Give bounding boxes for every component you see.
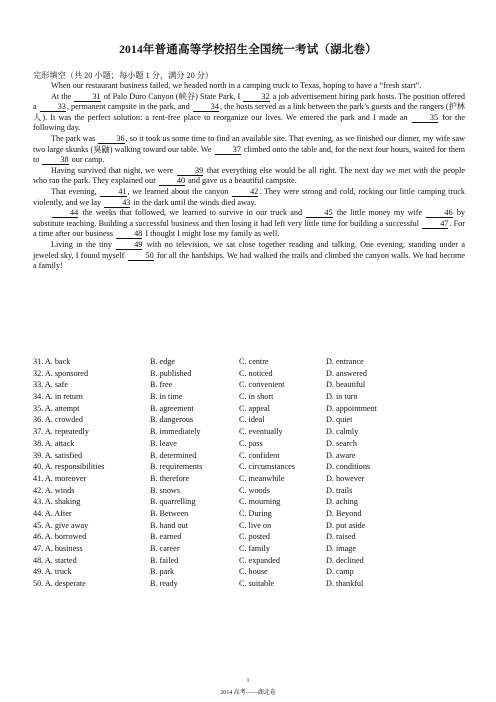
blank-number: 48 (116, 229, 142, 239)
option-row (33, 356, 473, 368)
blank-number: 43 (104, 198, 130, 208)
option-choice: C. live on (239, 520, 272, 530)
option-row (33, 485, 473, 497)
option-choice: B. Between (150, 508, 189, 518)
option-row (33, 520, 473, 532)
option-row (33, 426, 473, 438)
passage-text: , so it took us some time to find an available site. That evening, as we finished our dinner, my wife saw two large skunks (臭鼬) walking toward our table. We (33, 133, 465, 154)
option-choice: C. mourning (239, 497, 281, 507)
option-choice: D. declined (326, 555, 364, 565)
option-choice: 44. A. After (33, 508, 72, 518)
option-choice: B. therefore (150, 473, 190, 483)
blank-number: 31 (74, 92, 100, 102)
option-choice: 47. A. business (33, 544, 83, 553)
option-choice: C. convenient (239, 380, 285, 390)
option-choice: B. published (150, 368, 192, 378)
option-choice: B. free (150, 380, 173, 390)
option-choice: C. in short (239, 392, 274, 402)
blank-number: 34 (193, 102, 219, 112)
passage-paragraph (33, 92, 465, 134)
option-choice: B. hand out (150, 520, 188, 530)
option-choice: 45. A. give away (33, 520, 89, 530)
blank-number: 39 (177, 166, 203, 176)
option-choice: 48. A. started (33, 555, 77, 565)
option-choice: D. put aside (326, 520, 366, 530)
option-choice: B. in time (150, 392, 183, 402)
option-choice: B. agreement (150, 403, 194, 413)
blank-number: 45 (306, 208, 332, 218)
passage-text: , we learned about the canyon (127, 186, 232, 196)
option-choice: C. house (239, 567, 268, 577)
option-choice: D. answered (326, 368, 367, 378)
passage-paragraph (33, 81, 465, 92)
option-choice: C. confident (239, 450, 280, 460)
passage-text: that everything else would be all right. The next day we met with the people who ran the park. They explained our (33, 165, 465, 186)
passage-text: That evening, (51, 186, 100, 196)
blank-number: 36 (98, 134, 124, 144)
option-row (33, 438, 473, 450)
passage-text: in the dark until the winds died away. (131, 197, 257, 207)
passage-text: by substitute teaching. Building a successful business and then losing it had left very little time for building a successful (33, 208, 465, 228)
blank-number: 49 (116, 240, 142, 250)
passage-text: Having survived that night, we were (51, 165, 176, 175)
passage-text: for all the hardships. We had walked the trails and climbed the canyon walls. We had become a family! (33, 250, 465, 271)
option-choice: B. dangerous (150, 415, 194, 425)
option-row (33, 379, 473, 391)
option-row (33, 578, 473, 590)
option-row (33, 461, 473, 473)
passage-paragraph (33, 240, 465, 272)
option-choice: 37. A. repeatedly (33, 427, 89, 437)
passage-text: When our restaurant business failed, we headed north in a camping truck to Texas, hoping to have a “fresh start”. (51, 81, 422, 90)
blank-number: 32 (243, 92, 269, 102)
option-row (33, 496, 473, 508)
option-choice: C. posted (239, 532, 270, 542)
option-choice: 34. A. in return (33, 392, 83, 402)
passage-text: At the (51, 91, 74, 101)
option-choice: B. requirements (150, 462, 203, 472)
option-choice: D. entrance (326, 357, 364, 366)
passage-text: and gave us a beautiful campsite. (186, 176, 297, 186)
option-choice: D. quiet (326, 415, 353, 425)
option-choice: 35. A. attempt (33, 403, 80, 413)
option-choice: B. determined (150, 450, 197, 460)
option-choice: B. leave (150, 438, 177, 448)
option-choice: 46. A. borrowed (33, 532, 87, 542)
answer-options-table (33, 356, 473, 590)
option-choice: C. pass (239, 438, 263, 448)
option-choice: 32. A. sponsored (33, 368, 89, 378)
passage-text: . They were strong and cold, rocking our little camping truck violently, and we lay (33, 186, 466, 207)
option-choice: B. park (150, 567, 175, 577)
passage-text: climbed onto the table and, for the next four hours, waited for them to (33, 144, 465, 165)
option-choice: D. trails (326, 485, 353, 495)
passage-text: our camp. (69, 155, 105, 165)
option-row (33, 450, 473, 462)
option-choice: C. During (239, 508, 272, 518)
option-choice: C. meanwhile (239, 473, 285, 483)
option-choice: C. expanded (239, 555, 280, 565)
option-choice: D. calmly (326, 427, 359, 437)
passage-text: for the following day. (33, 112, 465, 133)
option-choice: 50. A. desperate (33, 579, 86, 589)
blank-number: 50 (128, 251, 154, 261)
page-number: 1 (246, 678, 250, 684)
option-choice: B. edge (150, 357, 176, 366)
footer-text: 2014 高考——湖北卷 (220, 690, 276, 696)
option-choice: 39. A. satisfied (33, 450, 83, 460)
passage-text: the weeks that followed, we learned to survive in our truck and (79, 208, 306, 218)
option-choice: B. quarrelling (150, 497, 196, 507)
option-choice: B. immediately (150, 427, 201, 437)
passage-text: I thought I might lose my family as well. (143, 229, 280, 239)
option-row (33, 508, 473, 520)
option-choice: B. snows (150, 485, 181, 495)
option-choice: 36. A. crowded (33, 415, 84, 425)
option-choice: D. image (326, 544, 357, 553)
option-choice: C. centre (239, 357, 269, 366)
blank-number: 40 (159, 176, 185, 186)
option-choice: C. appeal (239, 403, 270, 413)
passage-text: the little money my wife (333, 208, 426, 218)
blank-number: 44 (52, 208, 78, 218)
option-choice: B. career (150, 544, 180, 553)
option-row (33, 368, 473, 380)
option-choice: 33. A. safe (33, 380, 69, 390)
blank-number: 38 (42, 155, 68, 165)
option-choice: C. circumstances (239, 462, 295, 472)
passage-text: with no television, we sat close together reading and talking. One evening, standing under a jeweled sky, I found myself (33, 239, 465, 260)
option-choice: B. failed (150, 555, 179, 565)
option-choice: C. ideal (239, 415, 265, 425)
option-choice: D. search (326, 438, 357, 448)
blank-number: 46 (426, 208, 452, 218)
option-choice: D. thankful (326, 579, 364, 589)
exam-title: 2014年普通高等学校招生全国统一考试（湖北卷） (119, 44, 377, 56)
option-choice: D. appointment (326, 403, 377, 413)
passage-text: , permanent campsite in the park, and (66, 102, 192, 112)
passage-paragraph (33, 208, 465, 240)
option-choice: D. Beyond (326, 508, 362, 518)
blank-number: 42 (232, 187, 258, 197)
option-choice: 49. A. truck (33, 567, 72, 577)
option-choice: C. noticed (239, 368, 273, 378)
option-choice: D. beautiful (326, 380, 366, 390)
cloze-passage (33, 81, 465, 272)
option-choice: 42. A. winds (33, 485, 75, 495)
option-choice: D. conditions (326, 462, 371, 472)
option-choice: 31. A. back (33, 357, 71, 366)
passage-text: a job advertisement hiring park hosts. The position offered a (33, 91, 465, 112)
option-row (33, 414, 473, 426)
option-choice: D. raised (326, 532, 356, 542)
option-choice: 38. A. attack (33, 438, 75, 448)
passage-text: Living in the tiny (51, 239, 116, 249)
option-choice: D. however (326, 473, 365, 483)
option-row (33, 473, 473, 485)
option-choice: B. ready (150, 579, 178, 589)
option-choice: D. in turn (326, 392, 358, 402)
option-choice: C. eventually (239, 427, 283, 437)
passage-paragraph (33, 166, 465, 187)
option-choice: D. camp (326, 567, 354, 577)
option-choice: D. aching (326, 497, 358, 507)
option-choice: D. aware (326, 450, 356, 460)
passage-paragraph (33, 134, 465, 166)
option-choice: B. earned (150, 532, 182, 542)
passage-text: The park was (51, 133, 98, 143)
passage-text: , the hosts served as a link between the park’s guests and the rangers (护林人). It was the perfect solution: a rent-free place to reorganize our lives. We entered the park and I made an (33, 102, 465, 122)
blank-number: 33 (40, 102, 66, 112)
blank-number: 41 (100, 187, 126, 197)
option-row (33, 531, 473, 543)
option-choice: C. suitable (239, 579, 275, 589)
option-row (33, 566, 473, 578)
passage-text: of Palo Duro Canyon (峡谷) State Park, I (101, 91, 243, 101)
passage-paragraph (33, 187, 465, 208)
option-choice: C. woods (239, 485, 270, 495)
passage-text: . For a time after our business (33, 218, 465, 239)
option-choice: 41. A. moreover (33, 473, 87, 483)
option-row (33, 391, 473, 403)
option-choice: C. family (239, 544, 270, 553)
option-row (33, 543, 473, 555)
option-choice: 43. A. shaking (33, 497, 81, 507)
option-row (33, 403, 473, 415)
option-choice: 40. A. responsibilities (33, 462, 105, 472)
section-heading: 完形填空（共 20 小题；每小题 1 分，满分 20 分） (33, 71, 214, 80)
blank-number: 47 (422, 219, 448, 229)
blank-number: 35 (412, 113, 438, 123)
blank-number: 37 (215, 145, 241, 155)
option-row (33, 555, 473, 567)
